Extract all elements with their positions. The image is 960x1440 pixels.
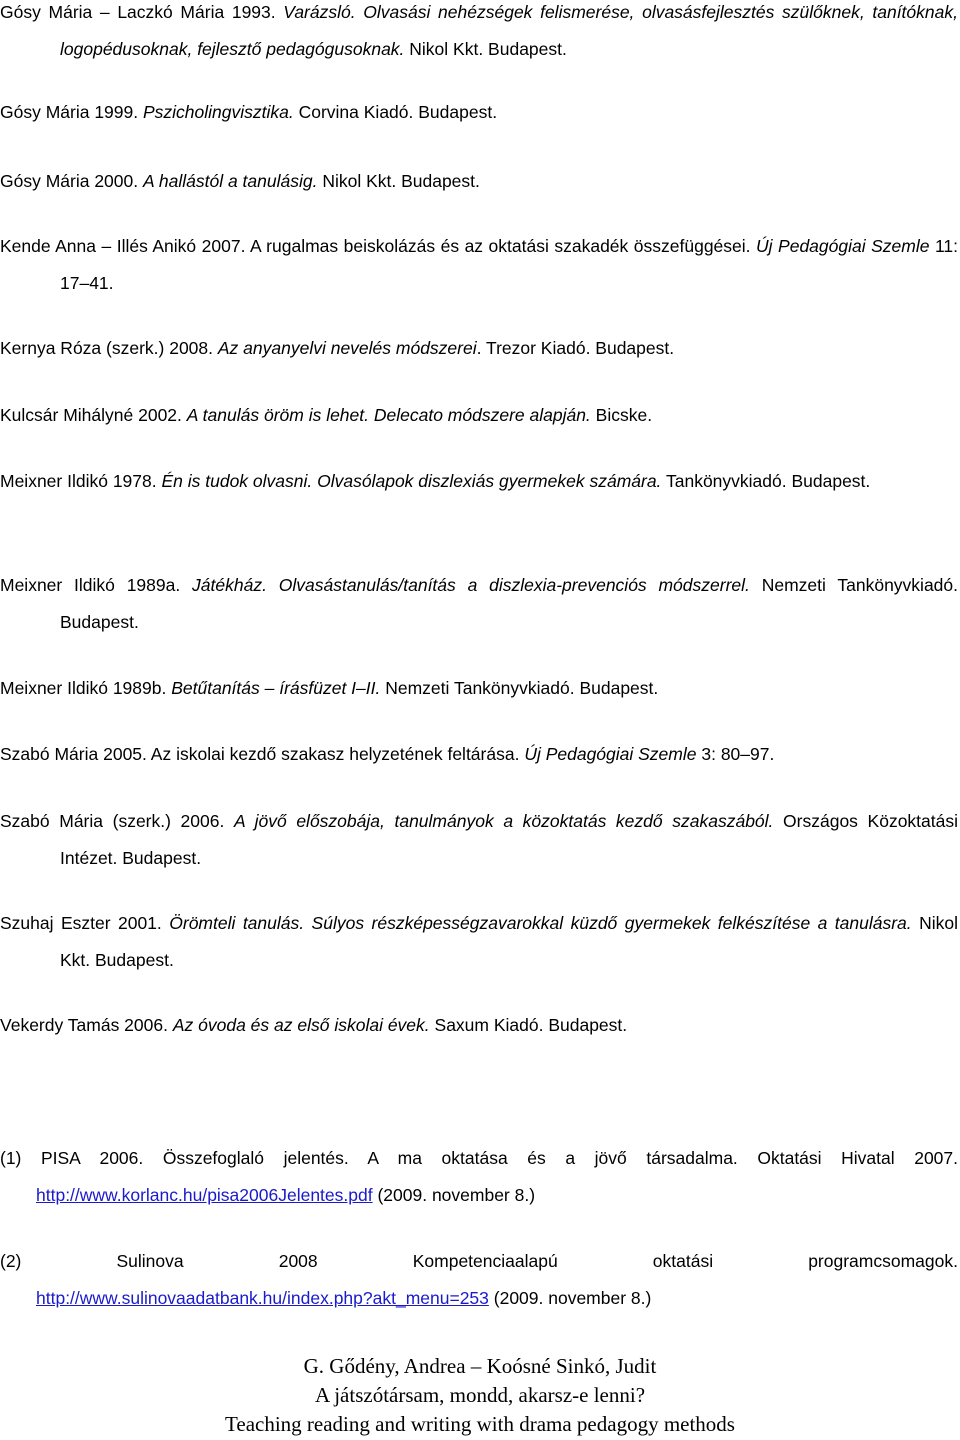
footer-subtitle: Teaching reading and writing with drama pedagogy methods xyxy=(225,1412,735,1436)
reference-item xyxy=(0,330,960,367)
reference-text: Szabó Mária (szerk.) 2006. xyxy=(0,811,234,831)
footer-title: A játszótársam, mondd, akarsz-e lenni? xyxy=(314,1383,646,1407)
reference-title: Pszicholingvisztika. xyxy=(142,102,294,122)
reference-item xyxy=(0,0,960,68)
page-footer xyxy=(0,1352,960,1439)
reference-text: Kulcsár Mihályné 2002. xyxy=(0,405,187,425)
reference-item xyxy=(0,463,960,500)
reference-title: Új Pedagógiai Szemle xyxy=(756,236,930,256)
reference-text: Corvina Kiadó. Budapest. xyxy=(293,102,498,122)
footnote-link[interactable]: http://www.sulinovaadatbank.hu/index.php?akt_menu=253 xyxy=(36,1288,489,1308)
footer-authors: G. Gődény, Andrea – Koósné Sinkó, Judit xyxy=(303,1354,657,1378)
reference-text: Saxum Kiadó. Budapest. xyxy=(429,1015,628,1035)
reference-item xyxy=(0,163,960,200)
reference-text: Vekerdy Tamás 2006. xyxy=(0,1015,173,1035)
reference-text: Szuhaj Eszter 2001. xyxy=(0,913,170,933)
reference-item xyxy=(0,94,960,131)
reference-item xyxy=(0,803,960,877)
reference-item xyxy=(0,228,960,302)
reference-item xyxy=(0,567,960,641)
footnote-text: (1) PISA 2006. Összefoglaló jelentés. A ma oktatása és a jövő társadalma. Oktatási Hivatal 2007. xyxy=(0,1148,958,1168)
reference-text: Kernya Róza (szerk.) 2008. xyxy=(0,338,218,358)
reference-title: Új Pedagógiai Szemle xyxy=(524,744,697,764)
reference-text: Nikol Kkt. Budapest. xyxy=(60,913,959,970)
reference-text: Gósy Mária – Laczkó Mária 1993. xyxy=(0,2,284,22)
reference-title: Örömteli tanulás. Súlyos részképességzavarokkal küzdő gyermekek felkészítése a tanulásra. xyxy=(169,913,912,933)
reference-text: . Trezor Kiadó. Budapest. xyxy=(476,338,675,358)
reference-item xyxy=(0,1007,960,1044)
reference-text: Nikol Kkt. Budapest. xyxy=(317,171,480,191)
reference-title: A jövő előszobája, tanulmányok a közoktatás kezdő szakaszából. xyxy=(233,811,774,831)
footnote-1 xyxy=(0,1140,960,1214)
footnote-date: (2009. november 8.) xyxy=(488,1288,652,1308)
reference-item xyxy=(0,736,960,773)
footnote-2 xyxy=(0,1243,960,1317)
reference-title: Játékház. Olvasástanulás/tanítás a diszlexia-prevenciós módszerrel. xyxy=(192,575,750,595)
footnote-link[interactable]: http://www.korlanc.hu/pisa2006Jelentes.pdf xyxy=(36,1185,373,1205)
reference-text: Gósy Mária 2000. xyxy=(0,171,143,191)
reference-text: Gósy Mária 1999. xyxy=(0,102,143,122)
reference-text: Nemzeti Tankönyvkiadó. Budapest. xyxy=(60,575,958,632)
reference-text: Országos Közoktatási Intézet. Budapest. xyxy=(60,811,959,868)
reference-title: Az anyanyelvi nevelés módszerei xyxy=(217,338,477,358)
reference-title: Az óvoda és az első iskolai évek. xyxy=(172,1015,430,1035)
reference-text: Bicske. xyxy=(590,405,653,425)
reference-text: Meixner Ildikó 1978. xyxy=(0,471,162,491)
reference-text: Tankönyvkiadó. Budapest. xyxy=(661,471,871,491)
reference-text: Kende Anna – Illés Anikó 2007. A rugalmas beiskolázás és az oktatási szakadék összefüggései. xyxy=(0,236,757,256)
reference-title: Varázsló. xyxy=(283,2,356,22)
reference-text: Meixner Ildikó 1989a. xyxy=(0,575,193,595)
reference-text: 3: 80–97. xyxy=(696,744,775,764)
reference-text: Nemzeti Tankönyvkiadó. Budapest. xyxy=(380,678,659,698)
reference-text: Meixner Ildikó 1989b. xyxy=(0,678,172,698)
reference-title: Betűtanítás – írásfüzet I–II. xyxy=(171,678,381,698)
reference-item xyxy=(0,670,960,707)
footnote-date: (2009. november 8.) xyxy=(372,1185,536,1205)
reference-title: Én is tudok olvasni. Olvasólapok diszlexiás gyermekek számára. xyxy=(161,471,662,491)
reference-item xyxy=(0,397,960,434)
reference-title: A tanulás öröm is lehet. Delecato módszere alapján. xyxy=(186,405,591,425)
reference-text: 11: 17–41. xyxy=(60,236,958,293)
reference-title: Olvasási nehézségek felismerése, olvasásfejlesztés szülőknek, tanítóknak, logopédusoknak, fejlesztő pedagógusoknak. xyxy=(60,2,958,59)
reference-item xyxy=(0,905,960,979)
reference-text: Szabó Mária 2005. Az iskolai kezdő szakasz helyzetének feltárása. xyxy=(0,744,525,764)
reference-text: Nikol Kkt. Budapest. xyxy=(404,39,567,59)
footnote-text: (2) Sulinova 2008 Kompetenciaalapú oktatási programcsomagok. xyxy=(0,1251,958,1271)
reference-title: A hallástól a tanulásig. xyxy=(142,171,318,191)
